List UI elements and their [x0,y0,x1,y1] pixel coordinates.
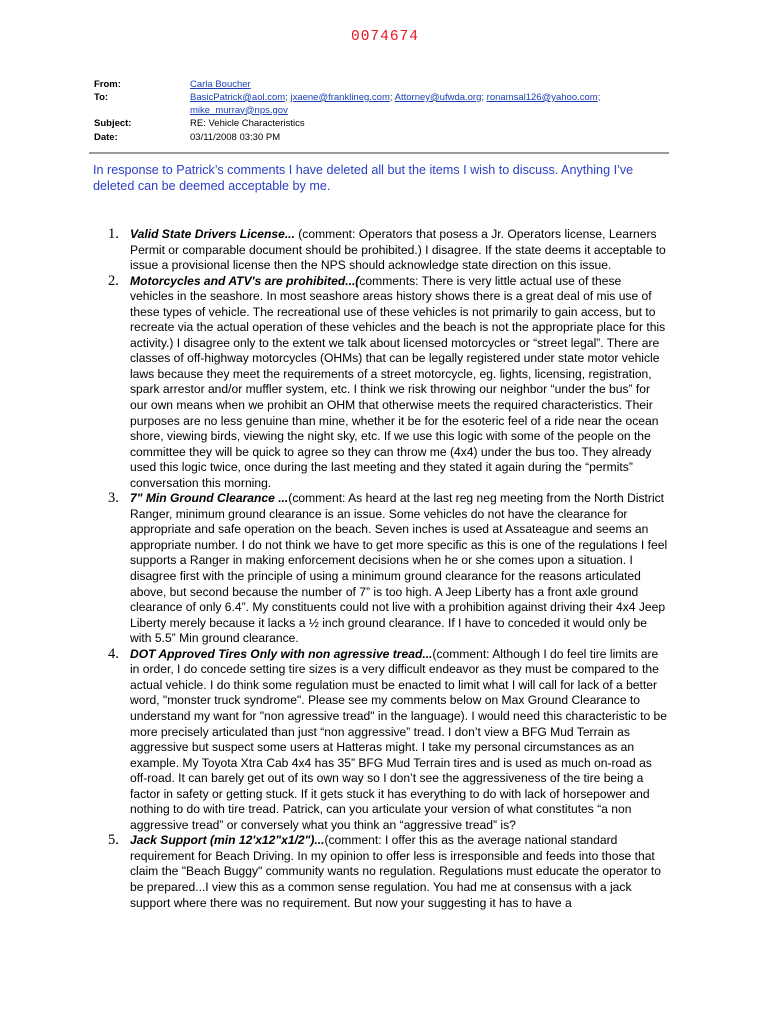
date-label: Date: [94,132,118,144]
date-value: 03/11/2008 03:30 PM [190,132,281,144]
to-label: To: [94,91,109,103]
item-number: 3. [108,490,119,507]
item-text: (comment: As heard at the last reg neg meeting from the North District Ranger, minimum ground clearance is an issue. Some vehicles do not have the clearance for appropriate and safe operation on the beach. Seven inches is used at Assateague and seems an appropriate number. I do not think we have to get more specific as this is one of the regulations I feel supports a Ranger in making enforcement decisions when he or she comes upon a situation. I disagree first with the principle of using a minimum ground clearance for the reasons articulated above, but second because the number of 7” is too high. A Jeep Liberty has a front axle ground clearance of only 6.4”. My constituents could not live with a prohibition against driving their 4x4 Jeep Liberty merely because it lacks a ½ inch ground clearance. If I have to conceded it would only be with 5.5” Min ground clearance. [130,491,668,646]
item-number: 5. [108,832,119,849]
item-heading: 7" Min Ground Clearance ... [130,491,289,506]
recipient-link[interactable]: ronamsal126@yahoo.com [486,91,598,103]
from-row [94,79,674,92]
item-number: 1. [108,226,119,242]
recipient-link[interactable]: jxaene@franklineg.com [290,91,390,103]
recipient-link[interactable]: BasicPatrick@aol.com [190,91,286,103]
from-link[interactable]: Carla Boucher [190,79,251,90]
comment-list [108,227,668,911]
recipient-link[interactable]: mike_murray@nps.gov [190,104,288,116]
item-heading: Motorcycles and ATV's are prohibited...( [130,273,360,288]
intro-paragraph: In response to Patrick’s comments I have deleted all but the items I wish to discuss. Anything I’ve deleted can be deemed acceptable by me. [93,163,634,193]
to-recipients: BasicPatrick@aol.com; jxaene@franklineg.com; Attorney@ufwda.org; ronamsal126@yahoo.com; mike_murray@nps.gov [190,91,601,116]
item-text: (comment: Although I do feel tire limits are in order, I do concede setting tire sizes is a very difficult endeavor as they must be compared to the actual vehicle. I do think some regulation must be enacted to limit what I will call for lack of a better word, "monster truck syndrome". Please see my comments below on Max Ground Clearance to understand my want for "non agressive tread" in the language). I would need this characteristic to be more precisely articulated than just “non aggressive” tread. I don’t view a BFG Mud Terrain as aggressive but suspect some users at Hatteras might. I take my personal circumstances as an example. My Toyota Xtra Cab 4x4 has 35” BFG Mud Terrain tires and is used as much on-road as off-road. It can barely get out of its own way so I don’t see the aggressiveness of the tire being a factor in safety or getting stuck. If it gets stuck it has everything to do with lack of horsepower and nothing to do with tire tread. Patrick, can you articulate your version of what constitutes “a non aggressive tread” or conversely what you think an “aggressive tread” is? [130,646,667,832]
list-item [108,833,668,911]
item-heading: DOT Approved Tires Only with non agressive tread... [130,646,433,661]
item-text: (comment: Operators that posess a Jr. Operators license, Learners Permit or comparable document should be prohibited.) I disagree. If the state deems it acceptable to issue a provisional license then the NPS should acknowledge state direction on this issue. [130,227,666,273]
list-item [108,647,668,834]
header-divider [89,152,669,154]
item-number: 2. [108,272,119,289]
list-item [108,227,668,274]
item-text: (comment: I offer this as the average national standard requirement for Beach Driving. In my opinion to offer less is irresponsible and feeds into those that claim the "Beach Buggy" community wants no regulation. Regulations must educate the operator to be prepared...I view this as a common sense regulation. You had me at consensus with a jack support where there was no requirement. But now your suggesting it has to have a [130,833,661,910]
subject-row [94,118,674,131]
list-item [108,274,668,492]
subject-value: RE: Vehicle Characteristics [190,118,305,130]
subject-label: Subject: [94,118,132,130]
item-number: 4. [108,645,119,662]
list-item [108,491,668,646]
item-heading: Valid State Drivers License... [130,227,295,241]
item-text: comments: There is very little actual use of these vehicles in the seashore. In most seashore areas history shows there is a great deal of mis use of these types of vehicle. The recreational use of these vehicles is not primarily to gain access, but to recreate via the actual operation of these vehicles and the beach is not the appropriate place for this activity.) I disagree only to the extent we talk about licensed motorcycles or “street legal”. There are classes of off-highway motorcycles (OHMs) that can be legally registered under state motor vehicle laws because they meet the requirements of a street motorcycle, eg. lights, licensing, registration, spark arrestor and/or muffler system, etc. I think we risk throwing our neighbor “under the bus” for our own means when we prohibit an OHM that otherwise meets the required characteristics. Their purposes are no less genuine than mine, whether it be for the esoteric feel of a ride near the ocean shore, viewing birds, viewing the night sky, etc. If we use this logic with some of the people on the committee they will be quick to agree so they can throw me (4x4) under the bus too. They already used this logic twice, once during the last meeting and they stated it again during the “permits” conversation this morning. [130,273,666,490]
item-heading: Jack Support (min 12'x12"x1/2")... [130,833,325,848]
from-label: From: [94,79,121,90]
date-row [94,132,674,145]
email-header [94,79,674,145]
document-number: 0074674 [351,29,419,45]
to-row [94,92,674,118]
recipient-link[interactable]: Attorney@ufwda.org [394,91,482,103]
